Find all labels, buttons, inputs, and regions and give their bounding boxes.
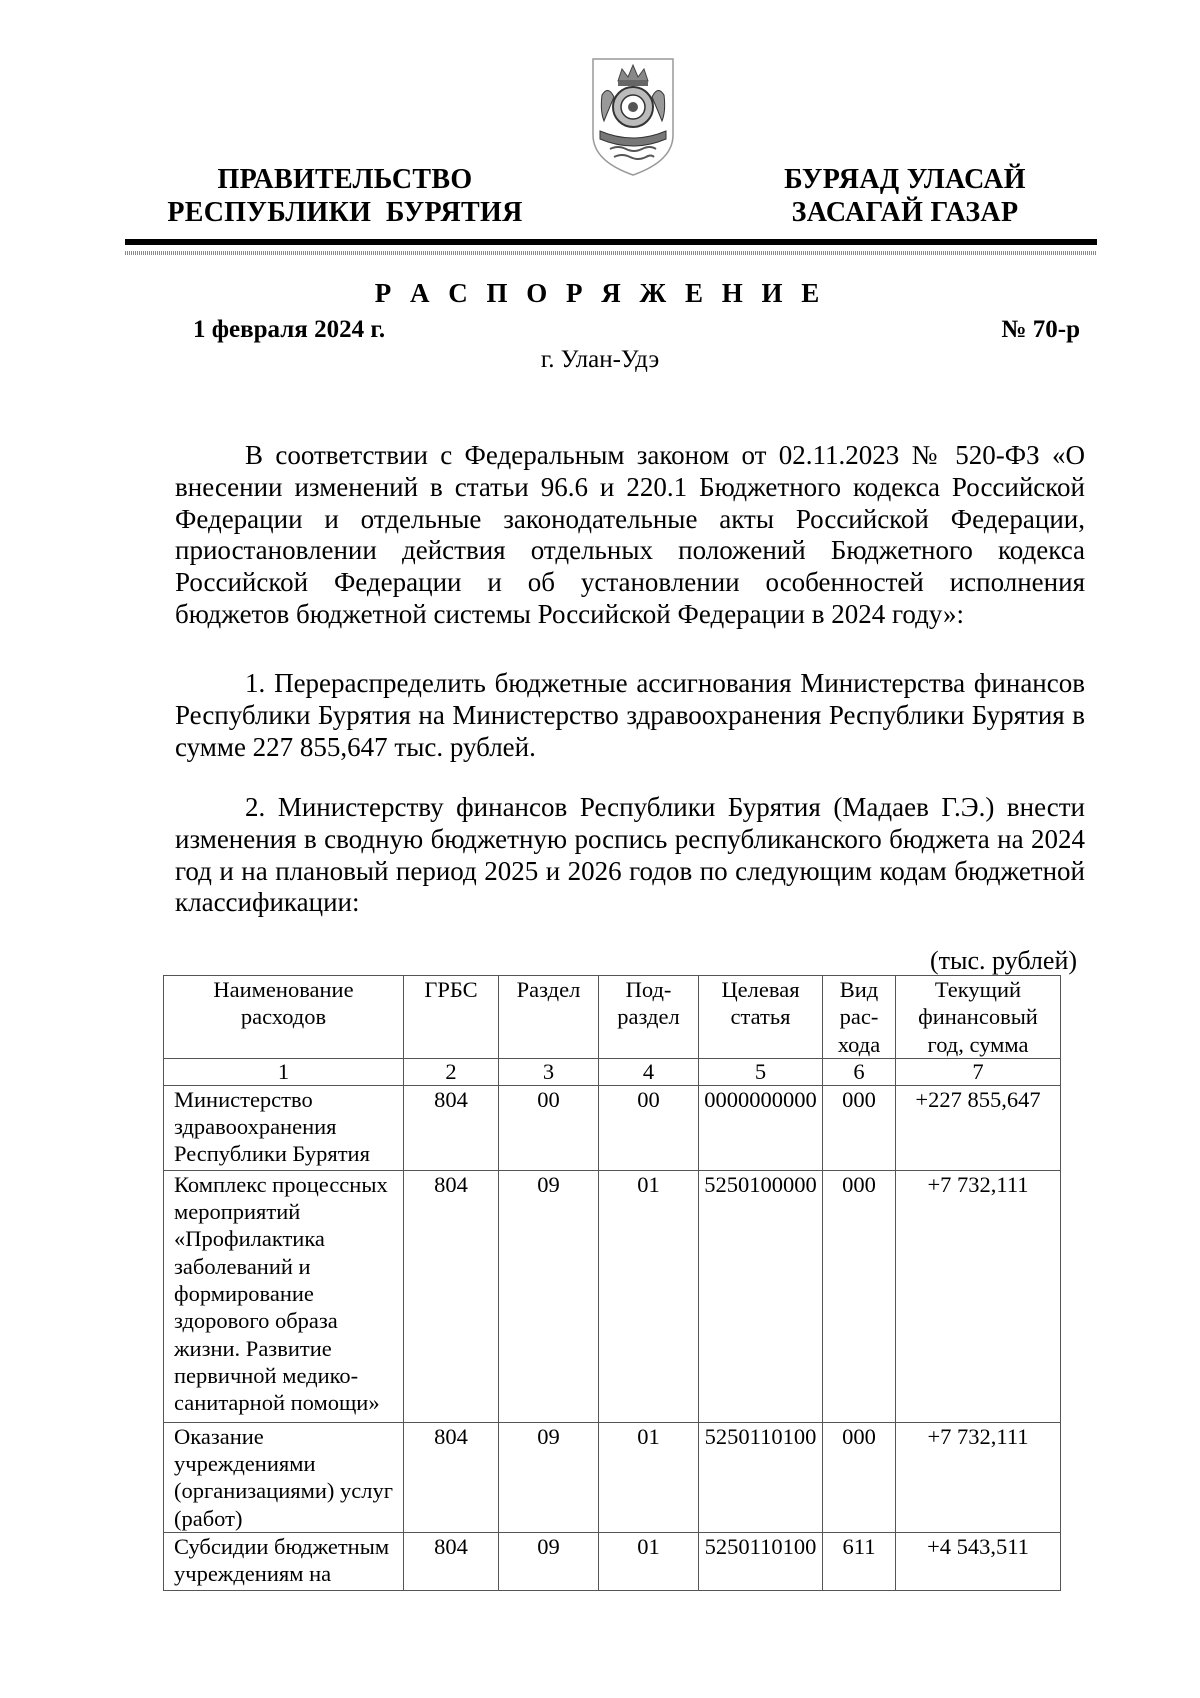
document-date: 1 февраля 2024 г. — [193, 316, 386, 343]
government-name-bua-line1: БУРЯАД УЛАСАЙ — [784, 164, 1026, 195]
header-cell: Текущий финансовый год, сумма — [896, 976, 1061, 1059]
expense-type-cell: 611 — [823, 1533, 896, 1591]
header-cell: Вид рас- хода — [823, 976, 896, 1059]
expense-type-cell: 000 — [823, 1170, 896, 1422]
column-number-cell: 3 — [499, 1058, 599, 1085]
table-header-row — [164, 976, 1061, 1059]
expense-type-cell: 000 — [823, 1085, 896, 1170]
amount-cell: +7 732,111 — [896, 1170, 1061, 1422]
column-number-cell: 5 — [699, 1058, 823, 1085]
column-number-row — [164, 1058, 1061, 1085]
table-unit-label: (тыс. рублей) — [930, 946, 1078, 975]
section-cell: 00 — [499, 1085, 599, 1170]
amount-cell: +227 855,647 — [896, 1085, 1061, 1170]
grbs-cell: 804 — [404, 1170, 499, 1422]
subsection-cell: 01 — [599, 1422, 699, 1532]
section-cell: 09 — [499, 1422, 599, 1532]
table-row — [164, 1170, 1061, 1422]
expense-name-cell: Комплекс процессных мероприятий «Профилактика заболеваний и формирование здорового образа жизни. Развитие первичной медико-санитарной помощи» — [164, 1170, 404, 1422]
header-cell: Раздел — [499, 976, 599, 1059]
column-number-cell: 4 — [599, 1058, 699, 1085]
grbs-cell: 804 — [404, 1422, 499, 1532]
amount-cell: +4 543,511 — [896, 1533, 1061, 1591]
item2-paragraph — [175, 792, 1085, 919]
expense-type-cell: 000 — [823, 1422, 896, 1532]
item1-text: 1. Перераспределить бюджетные ассигнования Министерства финансов Республики Бурятия на Министерство здравоохранения Республики Бурятия в сумме 227 855,647 тыс. рублей. — [175, 668, 1085, 762]
document-number: № 70-р — [1001, 316, 1080, 343]
expense-name-cell: Министерство здравоохранения Республики Бурятия — [164, 1085, 404, 1170]
target-article-cell: 5250110100 — [699, 1533, 823, 1591]
expense-name-cell: Оказание учреждениями (организациями) услуг (работ) — [164, 1422, 404, 1532]
header-divider-thin — [125, 251, 1097, 255]
buryatia-coat-of-arms-icon — [588, 55, 678, 177]
expense-name-cell: Субсидии бюджетным учреждениям на — [164, 1533, 404, 1591]
subsection-cell: 01 — [599, 1170, 699, 1422]
target-article-cell: 0000000000 — [699, 1085, 823, 1170]
amount-cell: +7 732,111 — [896, 1422, 1061, 1532]
table-row — [164, 1422, 1061, 1532]
grbs-cell: 804 — [404, 1085, 499, 1170]
column-number-cell: 6 — [823, 1058, 896, 1085]
header-cell: Целевая статья — [699, 976, 823, 1059]
column-number-cell: 1 — [164, 1058, 404, 1085]
preamble-text: В соответствии с Федеральным законом от 02.11.2023 № 520-ФЗ «О внесении изменений в статьи 96.6 и 220.1 Бюджетного кодекса Российской Федерации и отдельные законодательные акты Российской Федерации, приостановлении действия отдельных положений Бюджетного кодекса Российской Федерации и об установлении особенностей исполнения бюджетов бюджетной системы Российской Федерации в 2024 году»: — [175, 440, 1085, 629]
table-row — [164, 1533, 1061, 1591]
column-number-cell: 2 — [404, 1058, 499, 1085]
table-row — [164, 1085, 1061, 1170]
government-name-russian — [140, 163, 550, 229]
subsection-cell: 01 — [599, 1533, 699, 1591]
government-name-ru-line2: РЕСПУБЛИКИ БУРЯТИЯ — [167, 197, 523, 228]
item1-paragraph — [175, 668, 1085, 763]
header-cell: Наименование расходов — [164, 976, 404, 1059]
target-article-cell: 5250110100 — [699, 1422, 823, 1532]
header-divider-thick — [125, 239, 1097, 245]
header-cell: ГРБС — [404, 976, 499, 1059]
document-city: г. Улан-Удэ — [540, 346, 660, 373]
government-name-ru-line1: ПРАВИТЕЛЬСТВО — [217, 164, 473, 195]
preamble-paragraph — [175, 440, 1085, 631]
subsection-cell: 00 — [599, 1085, 699, 1170]
section-cell: 09 — [499, 1170, 599, 1422]
section-cell: 09 — [499, 1533, 599, 1591]
document-title: Р А С П О Р Я Ж Е Н И Е — [374, 278, 826, 308]
government-name-buryat — [720, 163, 1090, 229]
target-article-cell: 5250100000 — [699, 1170, 823, 1422]
government-name-bua-line2: ЗАСАГАЙ ГАЗАР — [791, 197, 1019, 228]
column-number-cell: 7 — [896, 1058, 1061, 1085]
grbs-cell: 804 — [404, 1533, 499, 1591]
header-cell: Под- раздел — [599, 976, 699, 1059]
budget-table — [163, 975, 1061, 1591]
item2-text: 2. Министерству финансов Республики Бурятия (Мадаев Г.Э.) внести изменения в сводную бюджетную роспись республиканского бюджета на 2024 год и на плановый период 2025 и 2026 годов по следующим кодам бюджетной классификации: — [175, 792, 1085, 918]
